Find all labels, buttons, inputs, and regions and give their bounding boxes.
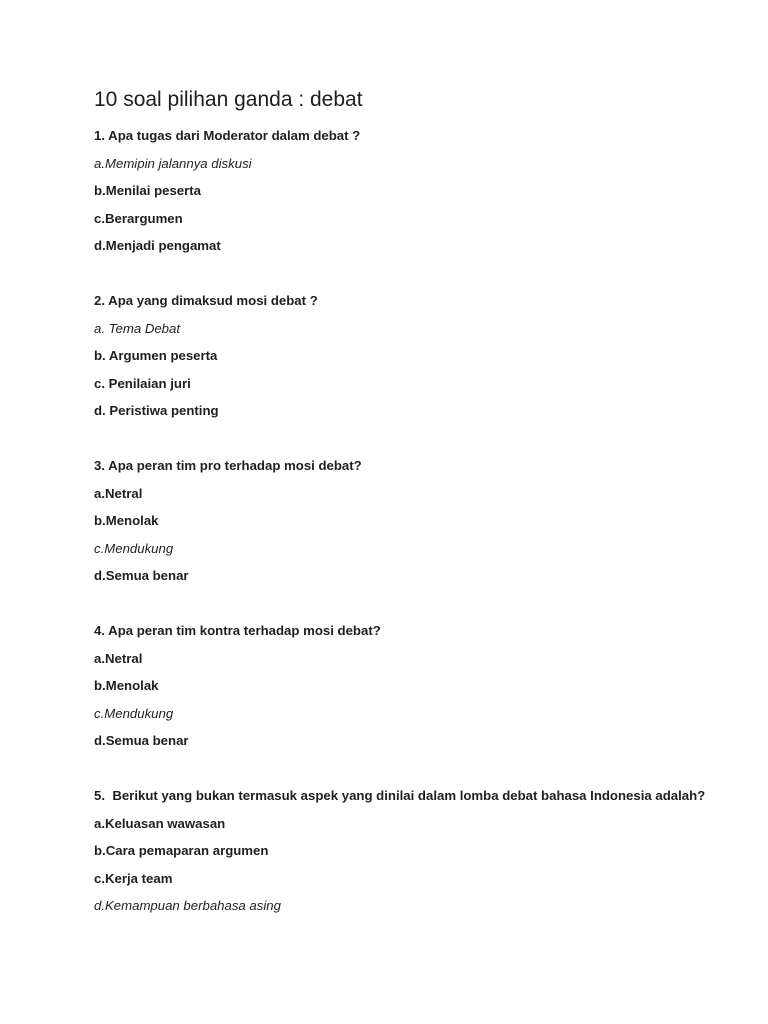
option-a: a.Memipin jalannya diskusi [94, 155, 252, 171]
option-b: b.Menilai peserta [94, 183, 202, 198]
question-text: 1. Apa tugas dari Moderator dalam debat ? [94, 128, 361, 143]
page-title: 10 soal pilihan ganda : debat [94, 88, 363, 111]
option-c: c.Kerja team [94, 870, 173, 886]
document-content [94, 87, 719, 920]
option-c: c. Penilaian juri [94, 375, 191, 391]
option-a: a. Tema Debat [94, 320, 181, 336]
option-a: a.Netral [94, 650, 143, 666]
question-text: 5. Berikut yang bukan termasuk aspek yang dinilai dalam lomba debat bahasa Indonesia adalah? [94, 788, 706, 803]
option-d: d.Kemampuan berbahasa asing [94, 898, 281, 913]
option-b: b.Cara pemaparan argumen [94, 843, 269, 858]
option-d: d. Peristiwa penting [94, 403, 219, 418]
option-c: c.Mendukung [94, 705, 174, 721]
question-block-5 [94, 782, 719, 920]
question-block-2 [94, 287, 719, 425]
option-d: d.Semua benar [94, 568, 189, 583]
option-a: a.Netral [94, 485, 143, 501]
option-c: c.Berargumen [94, 210, 183, 226]
question-block-1 [94, 122, 719, 260]
option-d: d.Menjadi pengamat [94, 238, 221, 253]
option-b: b.Menolak [94, 513, 159, 528]
question-text: 2. Apa yang dimaksud mosi debat ? [94, 293, 318, 308]
option-c: c.Mendukung [94, 540, 174, 556]
option-b: b.Menolak [94, 678, 159, 693]
question-text: 3. Apa peran tim pro terhadap mosi debat? [94, 458, 362, 473]
question-block-4 [94, 617, 719, 755]
question-text: 4. Apa peran tim kontra terhadap mosi debat? [94, 623, 381, 638]
option-d: d.Semua benar [94, 733, 189, 748]
option-b: b. Argumen peserta [94, 348, 218, 363]
question-block-3 [94, 452, 719, 590]
option-a: a.Keluasan wawasan [94, 815, 226, 831]
